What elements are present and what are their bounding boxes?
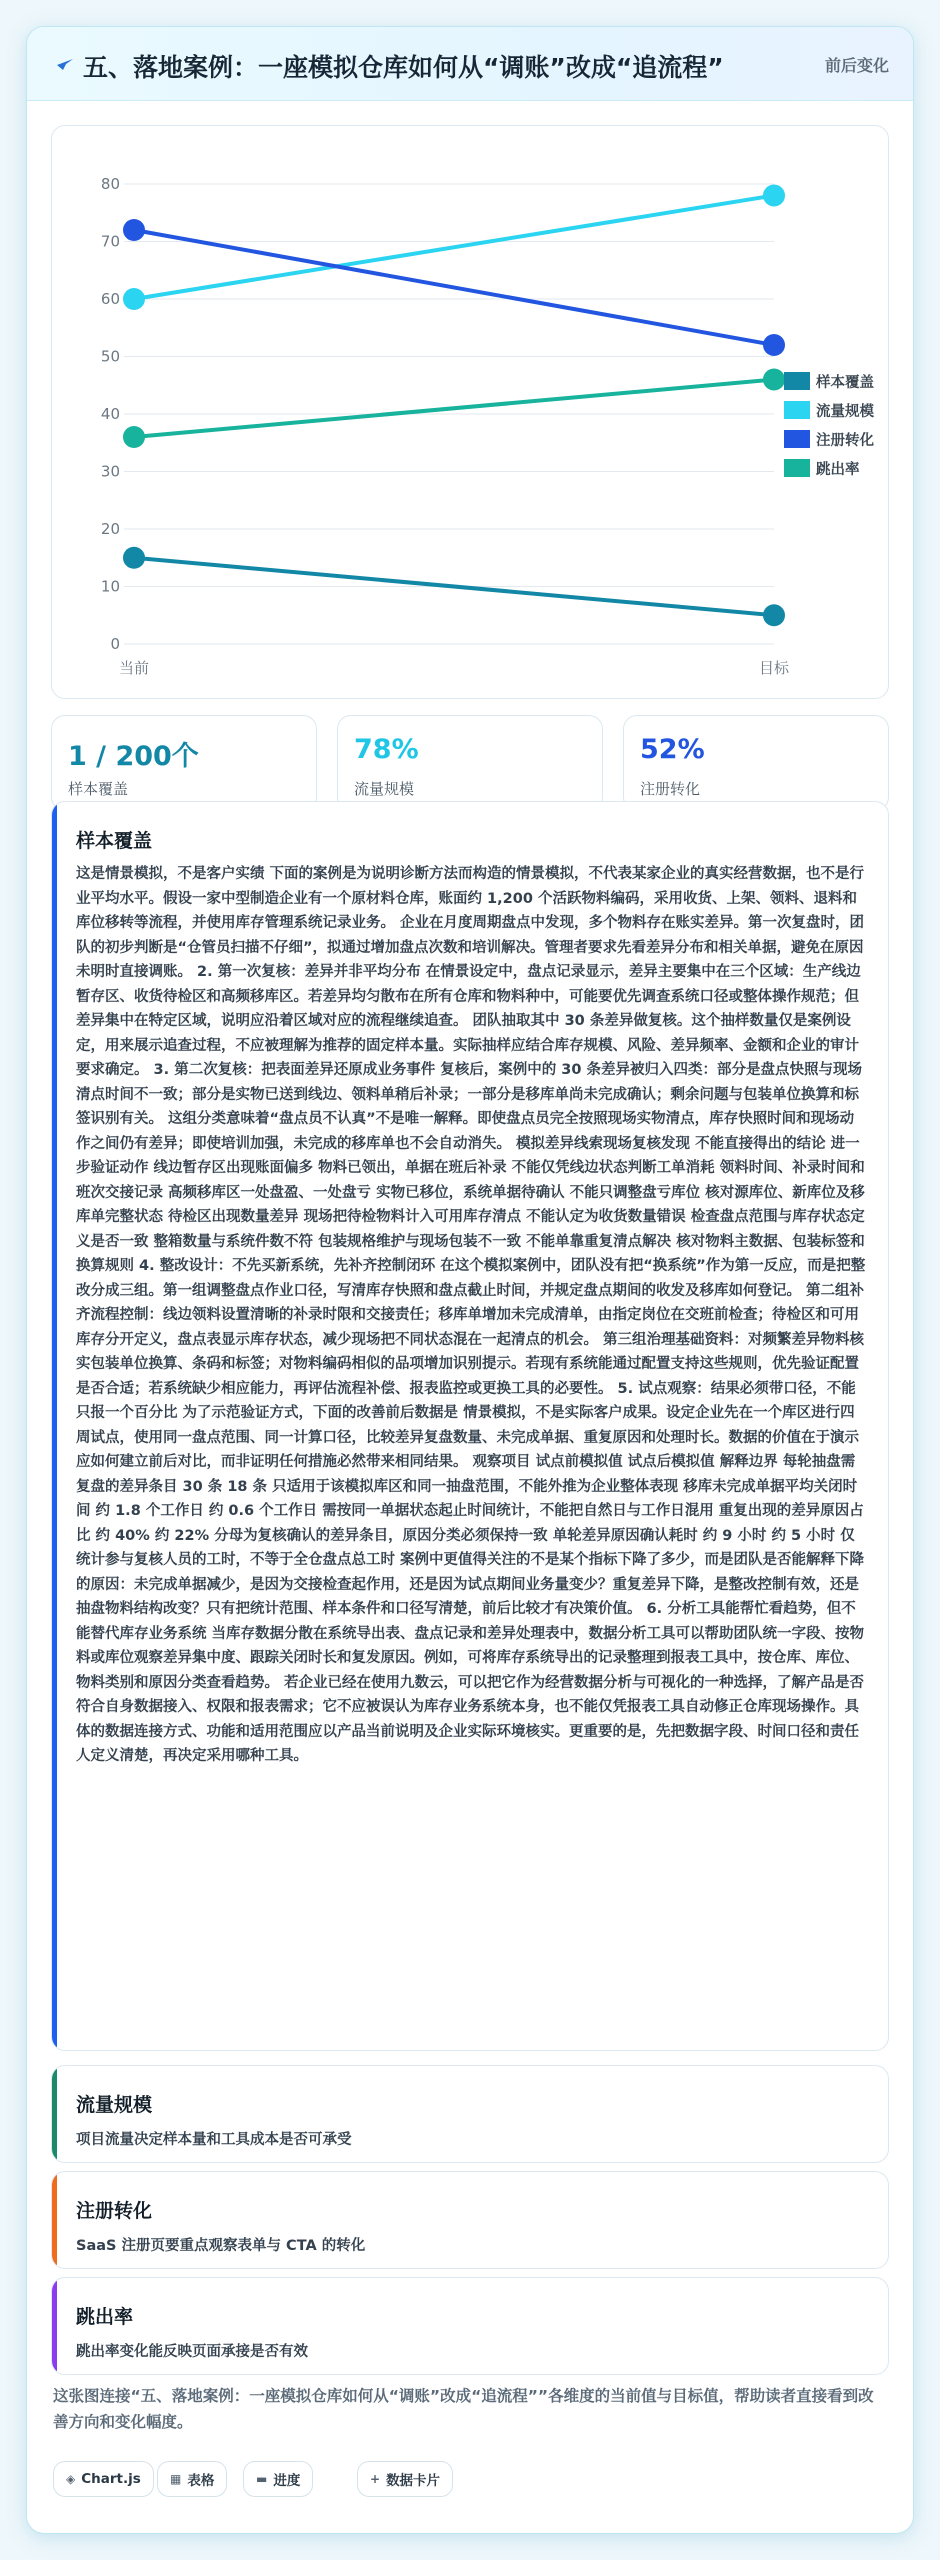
y-tick-label: 0 — [110, 635, 120, 653]
legend-label: 样本覆盖 — [816, 375, 874, 391]
page-panel — [26, 26, 914, 2534]
stat-card-traffic — [337, 715, 603, 811]
y-tick-label: 80 — [100, 175, 120, 193]
y-tick-label: 10 — [100, 577, 120, 596]
card-body: 跳出率变化能反映页面承接是否有效 — [76, 2344, 308, 2360]
legend-swatch — [784, 401, 810, 419]
stat-value: 52% — [640, 734, 705, 765]
x-tick-label: 当前 — [118, 659, 150, 677]
legend-swatch — [784, 459, 810, 477]
data-point — [123, 219, 145, 241]
chip-chartjs[interactable] — [53, 2461, 154, 2497]
page-title: 五、落地案例：一座模拟仓库如何从“调账”改成“追流程” — [83, 53, 724, 82]
card-body: 这是情景模拟，不是客户实绩 下面的案例是为说明诊断方法而构造的情景模拟，不代表某家企业的真实经营数据，也不是行业平均水平。假设一家中型制造企业有一个原材料仓库，账面约 1,200 个活跃物料编码，采用收货、上架、领料、退料和库位移转等流程，并使用库存管理系统记录业务。 企业在月度周期盘点中发现，多个物料存在账实差异。第一次复盘时，团队的初步判断是“仓管员扫描不仔细”，拟通过增加盘点次数和培训解决。管理者要求先看差异分布和相关单据，避免在原因未明时直接调账。 2. 第一次复核：差异并非平均分布 在情景设定中，盘点记录显示，差异主要集中在三个区域：生产线边暂存区、收货待检区和高频移库区。若差异均匀散布在所有仓库和物料种中，可能要优先调查系统口径或整体操作规范；但差异集中在特定区域，说明应沿着区域对应的流程继续追查。 团队抽取其中 30 条差异做复核。这个抽样数量仅是案例设定，用来展示追查过程，不应被理解为推荐的固定样本量。实际抽样应结合库存规模、风险、差异频率、金额和企业的审计要求确定。 3. 第二次复核：把表面差异还原成业务事件 复核后，案例中的 30 条差异被归入四类：部分是盘点快照与现场清点时间不一致；部分是实物已送到线边、领料单稍后补录；一部分是移库单尚未完成确认；剩余问题与包装单位换算和标签识别有关。 这组分类意味着“盘点员不认真”不是唯一解释。即使盘点员完全按照现场实物清点，库存快照时间和现场动作之间仍有差异；即使培训加强，未完成的移库单也不会自动消失。 模拟差异线索现场复核发现 不能直接得出的结论 进一步验证动作 线边暂存区出现账面偏多 物料已领出，单据在班后补录 不能仅凭线边状态判断工单消耗 领料时间、补录时间和班次交接记录 高频移库区一处盘盈、一处盘亏 实物已移位，系统单据待确认 不能只调整盘亏库位 核对源库位、新库位及移库单完整状态 待检区出现数量差异 现场把待检物料计入可用库存清点 不能认定为收货数量错误 检查盘点范围与库存状态定义是否一致 整箱数量与系统件数不符 包装规格维护与现场包装不一致 不能单靠重复清点解决 核对物料主数据、包装标签和换算规则 4. 整改设计：不先买新系统，先补齐控制闭环 在这个模拟案例中，团队没有把“换系统”作为第一反应，而是把整改分成三组。第一组调整盘点作业口径，写清库存快照和盘点截止时间，并规定盘点期间的收发及移库如何登记。 第二组补齐流程控制：线边领料设置清晰的补录时限和交接责任；移库单增加未完成清单，由指定岗位在交班前检查；待检区和可用库存分开定义，盘点表显示库存状态，减少现场把不同状态混在一起清点的机会。 第三组治理基础资料：对频繁差异物料核实包装单位换算、条码和标签；对物料编码相似的品项增加识别提示。若现有系统能通过配置支持这些规则，优先验证配置是否合适；若系统缺少相应能力，再评估流程补偿、报表监控或更换工具的必要性。 5. 试点观察：结果必须带口径，不能只报一个百分比 为了示范验证方式，下面的改善前后数据是 情景模拟，不是实际客户成果。设定企业先在一个库区进行四周试点，使用同一盘点范围、同一计算口径，比较差异复盘数量、未完成单据、重复原因和处理时长。数据的价值在于演示应如何建立前后对比，而非证明任何措施必然带来相同结果。 观察项目 试点前模拟值 试点后模拟值 解释边界 每轮抽盘需复盘的差异条目 30 条 18 条 只适用于该模拟库区和同一抽盘范围，不能外推为企业整体表现 移库未完成单据平均关闭时间 约 1.8 个工作日 约 0.6 个工作日 需按同一单据状态起止时间统计，不能把自然日与工作日混用 重复出现的差异原因占比 约 40% 约 22% 分母为复核确认的差异条目，原因分类必须保持一致 单轮差异原因确认耗时 约 9 小时 约 5 小时 仅统计参与复核人员的工时，不等于全仓盘点总工时 案例中更值得关注的不是某个指标下降了多少，而是团队是否能解释下降的原因：未完成单据减少，是因为交接检查起作用，还是因为试点期间业务量变少？重复差异下降，是整改控制有效，还是抽盘物料结构改变？只有把统计范围、样本条件和口径写清楚，前后比较才有决策价值。 6. 分析工具能帮忙看趋势，但不能替代库存业务系统 当库存数据分散在系统导出表、盘点记录和差异处理表中，数据分析工具可以帮助团队统一字段、按物料或库位观察差异集中度、跟踪关闭时长和复发原因。例如，可将库存系统导出的记录整理到报表工具中，按仓库、库位、物料类别和原因分类查看趋势。 若企业已经在使用九数云，可以把它作为经营数据分析与可视化的一种选择，了解产品是否符合自身数据接入、权限和报表需求；它不应被误认为库存业务系统本身，也不能仅凭报表工具自动修正仓库现场操作。具体的数据连接方式、功能和适用范围应以产品当前说明及企业实际环境核实。更重要的是，先把数据字段、时间口径和责任人定义清楚，再决定采用哪种工具。 — [76, 866, 866, 1764]
legend-label: 流量规模 — [816, 404, 874, 420]
chip-data-card[interactable] — [357, 2461, 453, 2497]
y-tick-label: 40 — [100, 405, 120, 423]
card-body: SaaS 注册页要重点观察表单与 CTA 的转化 — [76, 2238, 366, 2254]
card-body: 项目流量决定样本量和工具成本是否可承受 — [76, 2132, 352, 2148]
plus-icon: + — [370, 2472, 381, 2486]
chip-label: Chart.js — [81, 2471, 141, 2487]
card-title: 流量规模 — [76, 2094, 153, 2116]
legend-label: 跳出率 — [816, 462, 860, 478]
chart-card — [51, 125, 889, 699]
case-card-conversion — [51, 2171, 889, 2269]
y-tick-label: 50 — [100, 347, 120, 366]
js-icon: ◈ — [66, 2472, 76, 2486]
card-title: 样本覆盖 — [76, 830, 153, 852]
case-card-traffic — [51, 2065, 889, 2163]
stat-value: 1 / 200个 — [68, 741, 199, 772]
y-tick-label: 20 — [100, 520, 120, 538]
x-tick-label: 目标 — [758, 659, 790, 677]
stat-card-sample-coverage — [51, 715, 317, 811]
y-tick-label: 30 — [100, 462, 120, 481]
card-title: 注册转化 — [76, 2200, 153, 2222]
progress-icon: ▬ — [256, 2472, 268, 2486]
stat-label: 样本覆盖 — [68, 780, 129, 798]
data-point — [123, 547, 145, 569]
chip-progress[interactable] — [243, 2461, 313, 2497]
stat-card-conversion — [623, 715, 889, 811]
data-point — [763, 369, 785, 391]
sparkle-icon — [55, 53, 75, 73]
chip-label: 表格 — [187, 2473, 215, 2489]
data-point — [763, 604, 785, 626]
stat-value: 78% — [354, 734, 419, 765]
stat-label: 流量规模 — [354, 780, 415, 798]
stat-label: 注册转化 — [640, 780, 701, 798]
case-card-sample-coverage — [51, 801, 889, 2051]
legend-label: 注册转化 — [816, 433, 874, 449]
table-icon: ▦ — [170, 2472, 182, 2486]
chart-summary: 这张图连接“五、落地案例：一座模拟仓库如何从“调账”改成“追流程””各维度的当前值与目标值，帮助读者直接看到改善方向和变化幅度。 — [53, 2387, 874, 2431]
section-header — [27, 27, 913, 101]
card-title: 跳出率 — [76, 2306, 134, 2328]
chip-table[interactable] — [157, 2461, 227, 2497]
line-chart — [52, 126, 890, 700]
stats-row — [51, 687, 889, 807]
data-point — [123, 288, 145, 310]
data-point — [123, 426, 145, 448]
case-card-bounce — [51, 2277, 889, 2375]
legend-swatch — [784, 372, 810, 390]
data-point — [763, 334, 785, 356]
series-line — [134, 380, 774, 438]
chip-label: 进度 — [273, 2473, 301, 2489]
data-point — [763, 185, 785, 207]
chip-label: 数据卡片 — [386, 2473, 441, 2489]
header-badge: 前后变化 — [824, 56, 889, 75]
y-tick-label: 60 — [100, 290, 120, 308]
y-tick-label: 70 — [100, 232, 120, 251]
legend-swatch — [784, 430, 810, 448]
